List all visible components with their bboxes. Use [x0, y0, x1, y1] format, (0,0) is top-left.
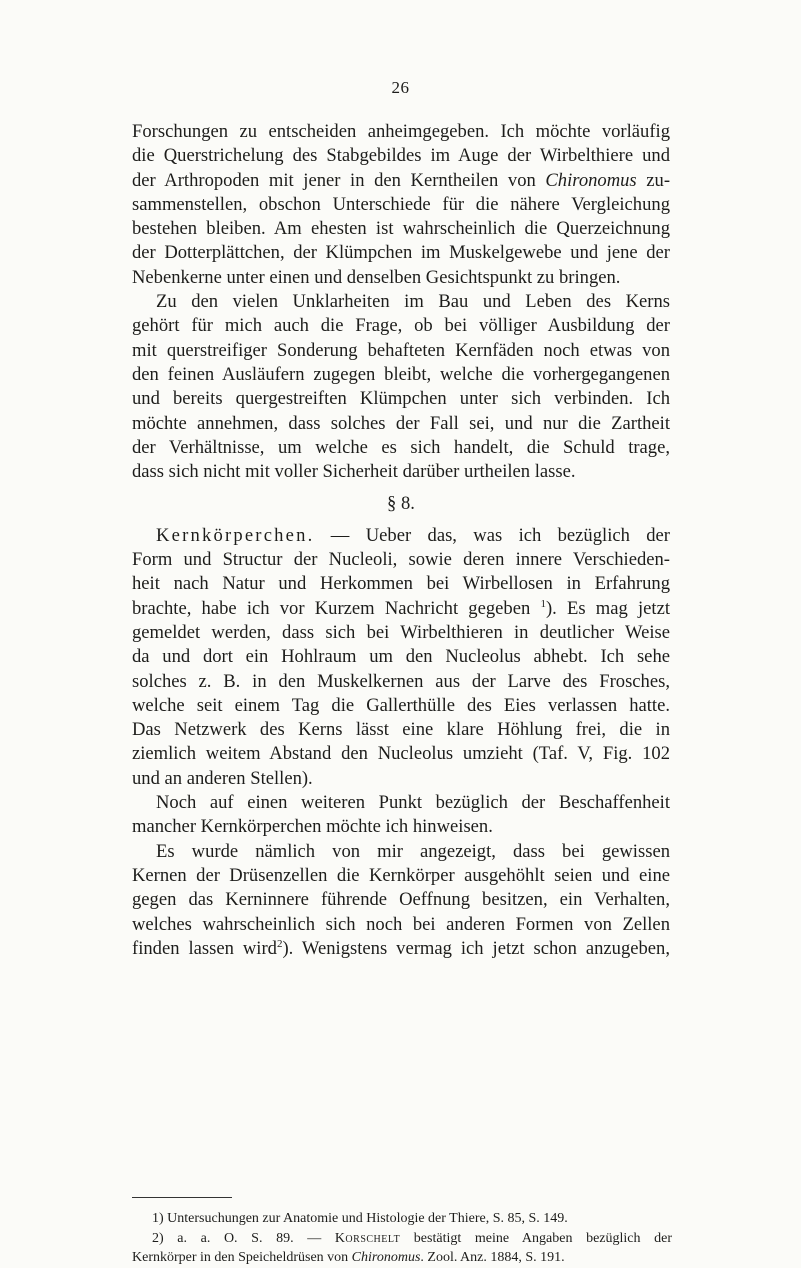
text-line: heit nach Natur und Herkommen bei Wirbellosen in Erfahrung: [132, 573, 670, 595]
text-line: und an anderen Stellen).: [132, 767, 313, 789]
text-line: Zu den vielen Unklarheiten im Bau und Leben des Kerns: [156, 291, 670, 313]
body-text: [132, 120, 670, 961]
text-span: 2) a. a. O. S. 89. —: [152, 1230, 335, 1246]
text-line: sammenstellen, obschon Unterschiede für die nähere Vergleichung: [132, 193, 670, 215]
italic-term: Chironomus: [351, 1250, 421, 1265]
footnote-1: 1) Untersuchungen zur Anatomie und Histologie der Thiere, S. 85, S. 149.: [152, 1211, 568, 1226]
text-line: [132, 524, 670, 548]
footnote-ref[interactable]: 1: [540, 597, 546, 610]
footnotes: [132, 1209, 672, 1268]
text-line: die Querstrichelung des Stabgebildes im Auge der Wirbelthiere und: [132, 145, 670, 167]
paragraph-2: [132, 290, 670, 484]
text-line: [132, 597, 670, 621]
text-line: möchte annehmen, dass solches der Fall sei, und nur die Zartheit: [132, 412, 670, 434]
text-line: welche seit einem Tag die Gallerthülle des Eies verlassen hatte.: [132, 694, 670, 716]
section-heading-block: [132, 492, 670, 516]
text-line: bestehen bleiben. Am ehesten ist wahrscheinlich die Querzeichnung: [132, 218, 670, 240]
footnote-divider: [132, 1197, 232, 1198]
text-line: [132, 937, 670, 961]
section-keyword: Kernkörperchen.: [156, 524, 315, 546]
text-line: Nebenkerne unter einen und denselben Gesichtspunkt zu bringen.: [132, 266, 621, 288]
text-line: gemeldet werden, dass sich bei Wirbelthieren in deutlicher Weise: [132, 621, 670, 643]
text-line: den feinen Ausläufern zugegen bleibt, welche die vorhergegangenen: [132, 363, 670, 385]
text-line: Form und Structur der Nucleoli, sowie deren innere Verschieden-: [132, 549, 670, 571]
text-span: ). Wenigstens vermag ich jetzt schon anzugeben,: [282, 937, 670, 959]
text-line: und bereits quergestreiften Klümpchen unter sich verbinden. Ich: [132, 388, 670, 410]
text-span: brachte, habe ich vor Kurzem Nachricht gegeben: [132, 597, 541, 619]
text-line: Noch auf einen weiteren Punkt bezüglich der Beschaffenheit: [156, 792, 670, 814]
text-line: Das Netzwerk des Kerns lässt eine klare Höhlung frei, die in: [132, 719, 670, 741]
paragraph-3: [132, 524, 670, 791]
text-line: ziemlich weitem Abstand den Nucleolus umzieht (Taf. V, Fig. 102: [132, 743, 670, 765]
text-line: der Dotterplättchen, der Klümpchen im Muskelgewebe und jene der: [132, 242, 670, 264]
section-heading: § 8.: [387, 493, 415, 515]
text-line: welches wahrscheinlich sich noch bei anderen Formen von Zellen: [132, 913, 670, 935]
text-span: der Arthropoden mit jener in den Kerntheilen von: [132, 169, 546, 191]
footnote-2: [132, 1229, 672, 1249]
text-line: der Verhältnisse, um welche es sich handelt, die Schuld trage,: [132, 436, 670, 458]
paragraph-4: [132, 791, 670, 840]
text-line: [132, 169, 670, 193]
text-span: — Ueber das, was ich bezüglich der: [314, 524, 670, 546]
text-line: da und dort ein Hohlraum um den Nucleolus abhebt. Ich sehe: [132, 646, 670, 668]
text-line: mancher Kernkörperchen möchte ich hinweisen.: [132, 816, 493, 838]
text-line: gehört für mich auch die Frage, ob bei völliger Ausbildung der: [132, 315, 670, 337]
footnote-ref[interactable]: 2: [276, 937, 283, 950]
text-line: mit querstreifiger Sonderung behafteten Kernfäden noch etwas von: [132, 339, 670, 361]
text-span: . Zool. Anz. 1884, S. 191.: [420, 1250, 565, 1265]
text-span: finden lassen wird: [132, 937, 277, 959]
text-line: solches z. B. in den Muskelkernen aus der Larve des Frosches,: [132, 670, 670, 692]
page-number: 26: [391, 78, 410, 97]
text-span: zu-: [636, 169, 671, 191]
text-line: dass sich nicht mit voller Sicherheit darüber urtheilen lasse.: [132, 461, 576, 483]
paragraph-5: [132, 840, 670, 961]
paragraph-1: [132, 120, 670, 290]
italic-term: Chironomus: [545, 169, 637, 191]
text-span: Kernkörper in den Speicheldrüsen von: [132, 1250, 352, 1265]
text-span: ). Es mag jetzt: [545, 597, 670, 619]
text-line: Es wurde nämlich von mir angezeigt, dass bei gewissen: [156, 840, 670, 862]
text-line: Forschungen zu entscheiden anheimgegeben. Ich möchte vorläufig: [132, 121, 670, 142]
text-line: gegen das Kerninnere führende Oeffnung besitzen, ein Verhalten,: [132, 889, 670, 911]
text-span: bestätigt meine Angaben bezüglich der: [400, 1230, 672, 1246]
text-line: Kernen der Drüsenzellen die Kernkörper ausgehöhlt seien und eine: [132, 864, 670, 886]
author-name: Korschelt: [334, 1230, 401, 1246]
